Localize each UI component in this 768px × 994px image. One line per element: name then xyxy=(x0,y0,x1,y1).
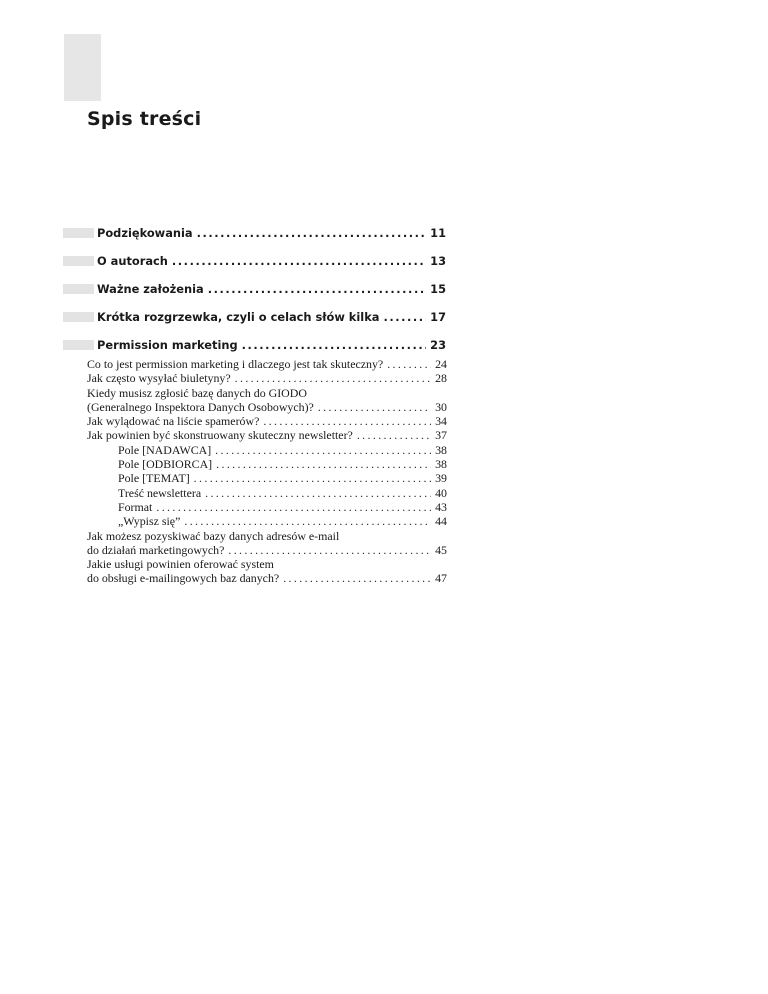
chapter-title: Permission marketing xyxy=(97,338,238,352)
toc-subentry[interactable] xyxy=(87,457,447,471)
dot-leader xyxy=(263,414,431,428)
toc-entry[interactable] xyxy=(87,428,447,442)
entry-page-number: 30 xyxy=(435,399,447,414)
entry-page-number: 44 xyxy=(435,514,447,529)
entry-page-number: 43 xyxy=(435,499,447,514)
entry-title: do obsługi e-mailingowych baz danych? xyxy=(87,571,280,586)
chapter-marker xyxy=(63,312,94,322)
chapter-title: Podziękowania xyxy=(97,226,193,240)
entry-page-number: 37 xyxy=(435,428,447,443)
toc-chapter[interactable] xyxy=(0,282,768,299)
dot-leader xyxy=(228,543,431,557)
section-list xyxy=(87,357,447,586)
entry-page-number: 45 xyxy=(435,542,447,557)
toc-subentry[interactable] xyxy=(87,514,447,528)
chapter-page-number: 11 xyxy=(430,226,446,240)
entry-title: Jak często wysyłać biuletyny? xyxy=(87,371,231,386)
entry-title-line: Kiedy musisz zgłosić bazę danych do GIODO xyxy=(87,385,307,400)
toc-entry[interactable] xyxy=(87,414,447,428)
chapter-title: O autorach xyxy=(97,254,168,268)
chapter-page-number: 13 xyxy=(430,254,446,268)
dot-leader xyxy=(205,486,431,500)
entry-page-number: 47 xyxy=(435,571,447,586)
entry-title: Treść newslettera xyxy=(118,485,202,500)
entry-title: Format xyxy=(118,499,153,514)
dot-leader xyxy=(387,357,431,371)
dot-leader xyxy=(208,282,426,296)
entry-title-line: Jakie usługi powinien oferować system xyxy=(87,557,274,572)
entry-title: „Wypisz się” xyxy=(118,514,181,529)
chapter-page-number: 17 xyxy=(430,310,446,324)
entry-title: Co to jest permission marketing i dlaczego jest tak skuteczny? xyxy=(87,357,384,371)
dot-leader xyxy=(215,443,431,457)
toc-subentry[interactable] xyxy=(87,500,447,514)
entry-page-number: 40 xyxy=(435,485,447,500)
entry-title: Jak powinien być skonstruowany skuteczny newsletter? xyxy=(87,428,353,443)
chapter-title: Krótka rozgrzewka, czyli o celach słów kilka xyxy=(97,310,380,324)
chapter-marker xyxy=(63,256,94,266)
dot-leader xyxy=(156,500,431,514)
entry-page-number: 24 xyxy=(435,357,447,371)
chapter-title: Ważne założenia xyxy=(97,282,204,296)
chapter-marker xyxy=(63,228,94,238)
entry-page-number: 28 xyxy=(435,371,447,386)
toc-entry[interactable] xyxy=(87,371,447,385)
dot-leader xyxy=(242,338,427,352)
dot-leader xyxy=(318,400,431,414)
toc-chapter[interactable] xyxy=(0,226,768,243)
dot-leader xyxy=(197,226,427,240)
table-of-contents xyxy=(0,226,768,586)
chapter-marker xyxy=(63,284,94,294)
corner-decoration xyxy=(64,34,101,101)
entry-title: Jak wylądować na liście spamerów? xyxy=(87,414,260,429)
toc-entry[interactable] xyxy=(87,357,447,371)
dot-leader xyxy=(383,310,426,324)
toc-chapter[interactable] xyxy=(0,254,768,271)
page-title: Spis treści xyxy=(87,108,202,130)
toc-subentry[interactable] xyxy=(87,471,447,485)
chapter-page-number: 23 xyxy=(430,338,446,352)
entry-title: do działań marketingowych? xyxy=(87,542,225,557)
dot-leader xyxy=(194,471,431,485)
chapter-page-number: 15 xyxy=(430,282,446,296)
toc-entry[interactable] xyxy=(87,386,447,415)
dot-leader xyxy=(357,428,431,442)
entry-title: Pole [ODBIORCA] xyxy=(118,457,213,472)
entry-page-number: 34 xyxy=(435,414,447,429)
entry-title: Pole [NADAWCA] xyxy=(118,442,212,457)
toc-entry[interactable] xyxy=(87,529,447,558)
dot-leader xyxy=(283,571,431,585)
chapter-marker xyxy=(63,340,94,350)
toc-chapter[interactable] xyxy=(0,338,768,355)
entry-page-number: 38 xyxy=(435,457,447,472)
toc-chapter[interactable] xyxy=(0,310,768,327)
entry-title: Pole [TEMAT] xyxy=(118,471,190,486)
entry-page-number: 38 xyxy=(435,442,447,457)
entry-page-number: 39 xyxy=(435,471,447,486)
toc-subentry[interactable] xyxy=(87,486,447,500)
dot-leader xyxy=(235,371,431,385)
entry-title: (Generalnego Inspektora Danych Osobowych)? xyxy=(87,399,314,414)
toc-entry[interactable] xyxy=(87,557,447,586)
dot-leader xyxy=(172,254,426,268)
dot-leader xyxy=(216,457,431,471)
dot-leader xyxy=(184,514,431,528)
toc-subentry[interactable] xyxy=(87,443,447,457)
entry-title-line: Jak możesz pozyskiwać bazy danych adresów e-mail xyxy=(87,528,340,543)
